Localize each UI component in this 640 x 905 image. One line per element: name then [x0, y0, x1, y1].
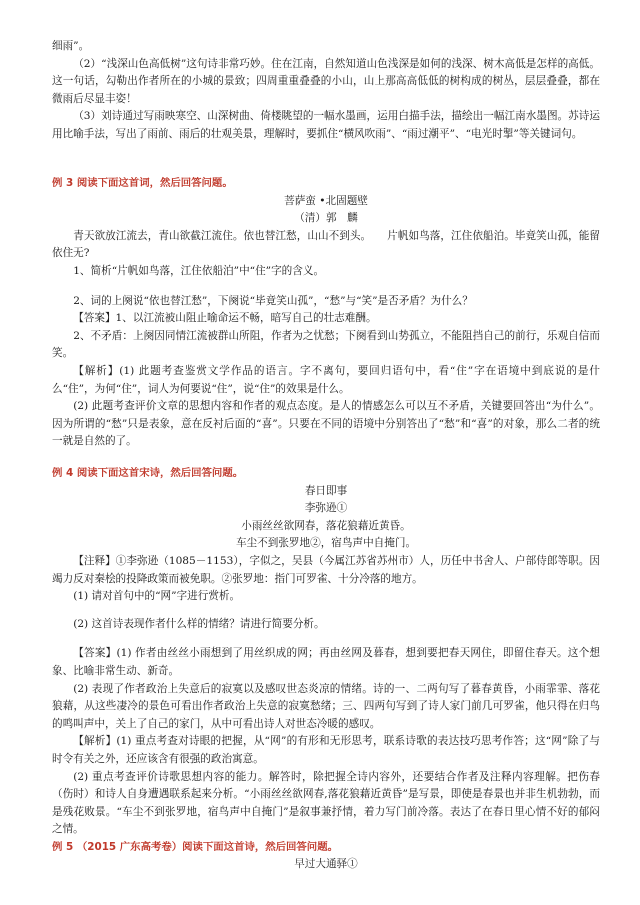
example-3-question-2: 2、词的上阕说“依也替江愁”，下阕说“毕竟笑山孤”，“愁”与“笑”是否矛盾？为什么？ [73, 294, 473, 307]
example-4-analysis-1: 【解析】(1) 重点考查对诗眼的把握，从“网”的有形和无形思考，联系诗歌的表达技巧思考作答；这“网”除了与时令有关之外，还应该含有很强的政治寓意。 [52, 735, 600, 765]
example-3-poem-text: 青天欲放江流去，青山欲截江流住。依也替江愁，山山不到头。 片帆如鸟落，江住依船泊。毕竟笑山孤，能留依住无? [52, 229, 600, 260]
example-5-heading: 例 5 （2015 广东高考卷）阅读下面这首诗，然后回答问题。 [52, 840, 338, 853]
example-5-poem-title: 早过大通驿① [294, 858, 358, 871]
example-3-heading: 例 3 阅读下面这首词，然后回答问题。 [52, 177, 233, 189]
example-3-analysis-2: (2) 此题考查评价文章的思想内容和作者的观点态度。是人的情感怎么可以互不矛盾，关键要回答出“为什么”。因为所谓的“愁”只是表象，意在反衬后面的“喜”。只要在不同的语境中分别答出了“愁”和“喜”的对象，那么二者的统一就是自然的了。 [52, 400, 600, 448]
example-4-question-1: (1) 请对首句中的“网”字进行赏析。 [73, 590, 241, 603]
example-4-answer-2: (2) 表现了作者政治上失意后的寂寞以及感叹世态炎凉的情绪。诗的一、二两句写了暮春黄昏，小雨霏霏、落花狼藉，从这些凄冷的景色可看出作者政治上失意的寂寞愁绪；三、四两句写到了诗人家门前几可罗雀，他只得在归鸟的鸣叫声中，关上了自己的家门，从中可看出诗人对世态冷暖的感叹。 [52, 682, 600, 730]
example-3-answer-1: 【答案】1、以江流被山阻止喻命运不畅，暗写自己的壮志难酬。 [73, 312, 377, 325]
paragraph-2: （2）“浅深山色高低树”这句诗非常巧妙。住在江南，自然知道山色浅深是如何的浅深、树木高低是怎样的高低。这一句话，勾勒出作者所在的小城的景致；四周重重叠叠的小山，山上那高高低低的树构成的树丛，层层叠叠，都在微雨后尽显丰姿！ [52, 57, 600, 105]
example-4-poem-title: 春日即事 [304, 484, 348, 497]
example-3-question-1: 1、简析“片帆如鸟落，江住依船泊”中“住”字的含义。 [73, 264, 325, 277]
example-4-poem-line-1: 小雨丝丝欲网春，落花狼藉近黄昏。 [241, 519, 411, 532]
example-4-note: 【注释】①李弥逊（1085－1153），字似之，吴县（今属江苏省苏州市）人，历任中书舍人、户部侍郎等职。因竭力反对秦桧的投降政策而被免职。②张罗地：指门可罗雀、十分冷落的地方。 [52, 554, 600, 585]
example-4-section [52, 465, 600, 874]
example-3-poem-author: （清）郭 麟 [294, 212, 358, 225]
example-3-section [52, 175, 600, 451]
paragraph-3: （3）刘诗通过写雨映寒空、山深树曲、倚楼眺望的一幅水墨画，运用白描手法，描绘出一幅江南水墨图。苏诗运用比喻手法，写出了雨前、雨后的壮观美景，理解时，要抓住“横风吹雨”、“雨过潮平”、“电光时掣”等关键词句。 [52, 110, 600, 140]
example-4-poem-line-2: 车尘不到张罗地②，宿鸟声中自掩门。 [235, 537, 417, 550]
example-3-analysis-1: 【解析】(1) 此题考查鉴赏文学作品的语言。字不离句，要回归语句中，看“住”字在语境中到底说的是什么“住”，为何“住”，词人为何要说“住”，说“住”的效果是什么。 [52, 364, 600, 395]
paragraph-1-tail: 细雨”。 [52, 40, 90, 52]
example-3-answer-2: 2、不矛盾：上阕因同情江流被群山所阻，作者为之忧愁；下阕看到山势孤立，不能阻挡自己的前行，乐观自信而笑。 [52, 329, 600, 360]
prev-answer-section [52, 38, 600, 144]
example-4-analysis-2: (2) 重点考查评价诗歌思想内容的能力。解答时，除把握全诗内容外，还要结合作者及注释内容理解。把伤春（伤时）和诗人自身遭遇联系起来分析。“小雨丝丝欲网春,落花狼藉近黄昏”是写景，即使是春景也并非生机勃勃，而是残花败景。“车尘不到张罗地，宿鸟声中自掩门”是叙事兼抒情，着力写门前冷落。表达了在春日里心情不好的郁闷之情。 [52, 770, 600, 836]
example-4-answer-1: 【答案】(1) 作者由丝丝小雨想到了用丝织成的网；再由丝网及暮春，想到要把春天网住，即留住春天。这个想象、比喻非常生动、新奇。 [52, 647, 600, 677]
example-4-question-2: (2) 这首诗表现作者什么样的情绪？请进行简要分析。 [73, 617, 325, 630]
example-4-heading: 例 4 阅读下面这首宋诗，然后回答问题。 [52, 467, 244, 479]
example-3-poem-title: 菩萨蛮 •北固题壁 [284, 194, 368, 207]
example-4-poem-author: 李弥逊① [304, 502, 348, 515]
